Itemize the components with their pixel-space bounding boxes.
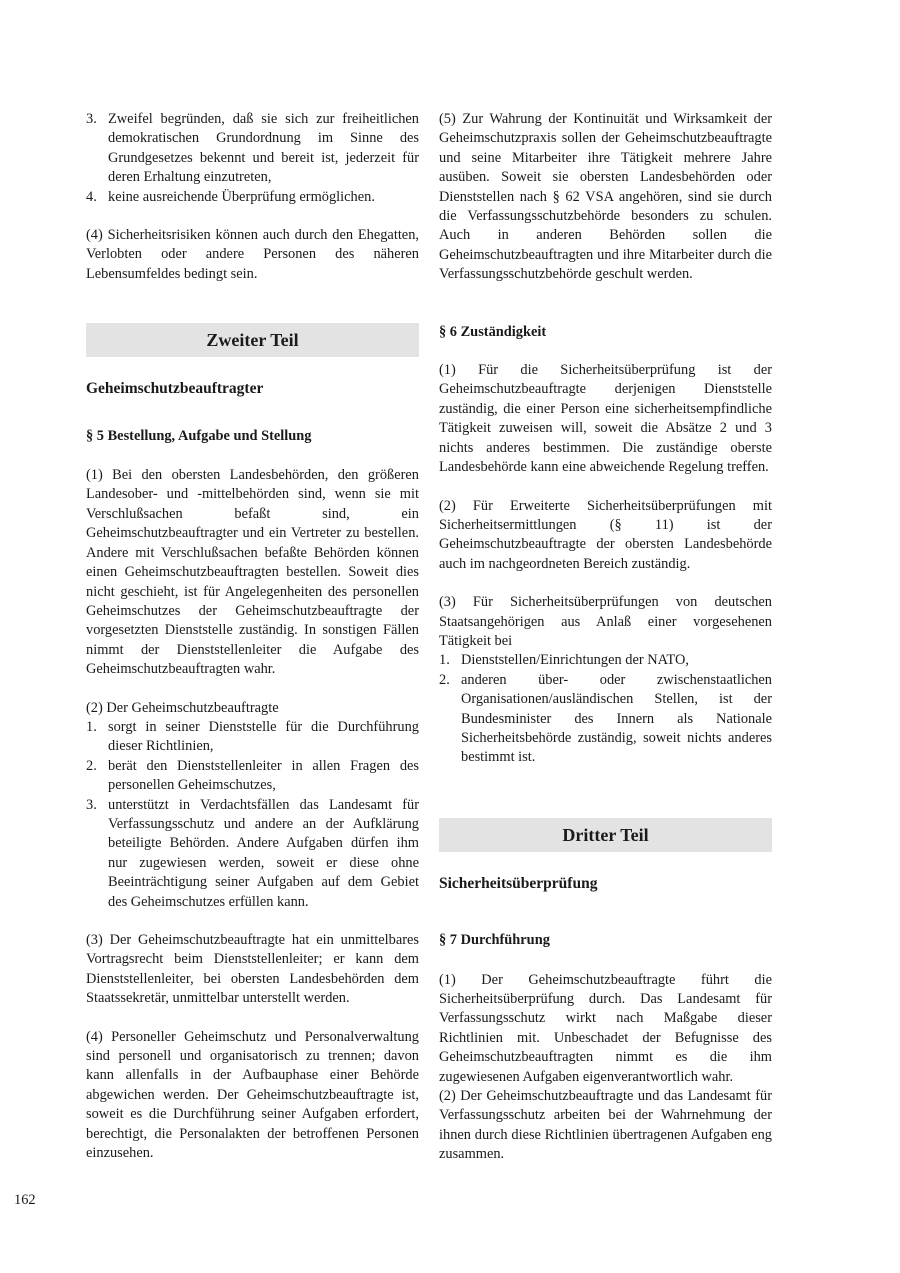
- part-heading-banner: Dritter Teil: [439, 818, 772, 852]
- right-column: [439, 110, 772, 1165]
- list-item: [439, 671, 772, 768]
- list-item: [439, 651, 772, 670]
- list-item: [86, 718, 419, 757]
- paragraph: (4) Sicherheitsrisiken können auch durch den Ehegatten, Verlobten oder andere Personen des näheren Lebensumfeldes bedingt sein.: [86, 227, 419, 282]
- list-number: 3.: [86, 111, 97, 127]
- list-text: anderen über- oder zwischenstaatlichen Organisationen/ausländischen Stellen, ist der Bundesminister des Innern als Nationale Sicherheitsbehörde zuständig, soweit nichts anderes bestimmt ist.: [461, 671, 772, 766]
- list-item: [86, 796, 419, 912]
- list-item: [86, 757, 419, 796]
- list-number: 2.: [86, 757, 97, 774]
- paragraph: (1) Bei den obersten Landesbehörden, den größeren Landesober- und -mittelbehörden sind, wenn sie mit Verschlußsachen befaßt sind, ein Geheimschutzbeauftragter und ein Vertreter zu bestellen. Andere mit Verschlußsachen befaßte Behörden können einen Geheimschutzbeauftragten bestellen. Soweit dies nicht geschieht, ist für Angelegenheiten des personellen Geheimschutzes der Geheimschutzbeauftragte der vorgesetzten Dienststelle zuständig. In sonstigen Fällen nimmt der Dienststellenleiter die Aufgabe des Geheimschutzbeauftragten wahr.: [86, 467, 419, 678]
- list-item: [86, 110, 419, 188]
- paragraph: (2) Für Erweiterte Sicherheitsüberprüfungen mit Sicherheitsermittlungen (§ 11) ist der Geheimschutzbeauftragte der obersten Landesbehörde auch im nachgeordneten Bereich zuständig.: [439, 497, 772, 572]
- paragraph: (3) Für Sicherheitsüberprüfungen von deutschen Staatsangehörigen aus Anlaß einer vorgesehenen Tätigkeit bei: [439, 594, 772, 649]
- part-title: Geheimschutzbeauftragter: [86, 380, 264, 398]
- left-column: [86, 110, 419, 1163]
- list-text: sorgt in seiner Dienststelle für die Durchführung dieser Richtlinien,: [108, 718, 419, 755]
- paragraph: (1) Der Geheimschutzbeauftragte führt die Sicherheitsüberprüfung durch. Das Landesamt für Verfassungsschutz wirkt nach Maßgabe dieser Richtlinien mit. Unbeschadet der Befugnisse des Geheimschutzbeauftragten nimmt es die ihm zugewiesenen Aufgaben eigenverantwortlich wahr.: [439, 971, 772, 1085]
- list-text: Zweifel begründen, daß sie sich zur freiheitlichen demokratischen Grundordnung im Sinne des Grundgesetzes bekennt und bereit ist, jederzeit für deren Erhaltung einzutreten,: [108, 111, 419, 186]
- list-number: 1.: [86, 718, 97, 735]
- paragraph: (2) Der Geheimschutzbeauftragte: [86, 699, 279, 716]
- list-text: unterstützt in Verdachtsfällen das Landesamt für Verfassungsschutz und andere an der Aufklärung beteiligte Behörden. Andere Aufgaben dürfen ihm nur zugewiesen werden, soweit er diese ohne Beeinträchtigung seiner Aufgaben auf dem Gebiet des Geheimschutzes erfüllen kann.: [108, 796, 419, 910]
- list-number: 4.: [86, 188, 97, 205]
- paragraph: (4) Personeller Geheimschutz und Personalverwaltung sind personell und organisatorisch zu trennen; davon kann allenfalls in der Aufbauphase einer Behörde abgewichen werden. Der Geheimschutzbeauftragte ist, soweit es die Durchführung seiner Aufgaben erfordert, berechtigt, die Personalakten der betroffenen Personen einzusehen.: [86, 1028, 419, 1162]
- paragraph: (1) Für die Sicherheitsüberprüfung ist der Geheimschutzbeauftragte derjenigen Dienststelle zuständig, die einer Person eine sicherheitsempfindliche Tätigkeit zuweisen will, soweit die Absätze 2 und 3 nichts anderes bestimmen. Die zuständige oberste Landesbehörde kann eine abweichende Regelung treffen.: [439, 362, 772, 476]
- section-heading: § 7 Durchführung: [439, 932, 550, 949]
- paragraph: (3) Der Geheimschutzbeauftragte hat ein unmittelbares Vortragsrecht beim Dienststellenleiter; er kann dem Dienststellenleiter, bei obersten Landesbehörden dem Staatssekretär, unmittelbar unterstellt werden.: [86, 932, 419, 1007]
- paragraph: (5) Zur Wahrung der Kontinuität und Wirksamkeit der Geheimschutzpraxis sollen der Geheimschutzbeauftragte und seine Mitarbeiter ihre Tätigkeit mehrere Jahre ausüben. Soweit sie obersten Landesbehörden oder Dienststellen nach § 62 VSA angehören, sind sie durch die Verfassungsschutzbehörde besonders zu schulen. Auch in anderen Behörden sollen die Geheimschutzbeauftragten und ihre Mitarbeiter durch die Verfassungsschutzbehörde geschult werden.: [439, 111, 772, 283]
- list-number: 3.: [86, 796, 97, 813]
- list-number: 1.: [439, 652, 450, 669]
- list-number: 2.: [439, 671, 450, 688]
- part-heading-banner: Zweiter Teil: [86, 323, 419, 357]
- page-number: 162: [14, 1192, 36, 1208]
- list-text: berät den Dienststellenleiter in allen Fragen des personellen Geheimschutzes,: [108, 757, 419, 794]
- list-text: Dienststellen/Einrichtungen der NATO,: [461, 652, 689, 669]
- paragraph: (2) Der Geheimschutzbeauftragte und das Landesamt für Verfassungsschutz arbeiten bei der Wahrnehmung der ihnen durch diese Richtlinien übertragenen Aufgaben eng zusammen.: [439, 1088, 772, 1163]
- list-text: keine ausreichende Überprüfung ermöglichen.: [108, 188, 375, 205]
- part-title: Sicherheitsüberprüfung: [439, 874, 598, 892]
- section-heading: § 5 Bestellung, Aufgabe und Stellung: [86, 427, 312, 444]
- list-item: [86, 188, 419, 207]
- section-heading: § 6 Zuständigkeit: [439, 323, 547, 340]
